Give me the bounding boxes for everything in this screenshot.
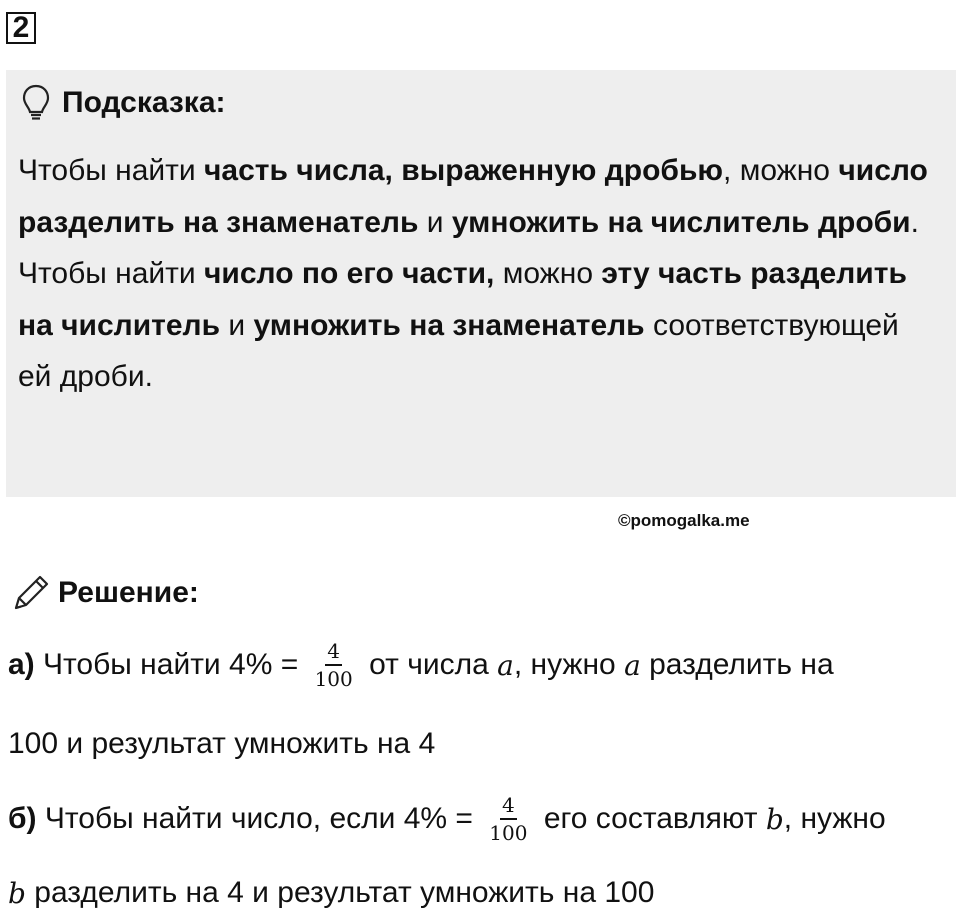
variable: a bbox=[624, 648, 641, 682]
copyright: ©pomogalka.me bbox=[618, 511, 750, 530]
text: Чтобы найти bbox=[18, 154, 205, 187]
text: и bbox=[220, 308, 254, 342]
text: соответствующей ей дроби. bbox=[18, 308, 899, 393]
hint-box bbox=[6, 70, 956, 497]
text: разделить на bbox=[640, 648, 834, 681]
bold-text: умножить на знаменатель bbox=[253, 308, 645, 342]
pencil-icon bbox=[10, 572, 52, 614]
fraction-denominator: 100 bbox=[489, 821, 528, 845]
text: от числа bbox=[360, 648, 498, 681]
bold-text: число разделить на знаменатель bbox=[18, 154, 928, 239]
hint-text bbox=[18, 145, 938, 403]
text: и bbox=[418, 205, 452, 239]
bold-text: число по его части, bbox=[204, 257, 495, 290]
text: можно bbox=[494, 257, 602, 290]
text: Чтобы найти 4% = bbox=[34, 648, 307, 681]
fraction bbox=[313, 640, 355, 690]
solution-header bbox=[10, 572, 199, 614]
text: , можно bbox=[723, 154, 839, 187]
fraction bbox=[487, 794, 529, 844]
fraction-denominator: 100 bbox=[314, 667, 353, 691]
lightbulb-icon bbox=[22, 84, 50, 122]
text: . bbox=[910, 205, 919, 239]
solution-b-line-1 bbox=[8, 794, 886, 844]
text: Чтобы найти bbox=[18, 257, 205, 290]
text: его составляют bbox=[535, 802, 766, 835]
bold-text: часть числа, выраженную дробью bbox=[204, 154, 724, 187]
item-label: а) bbox=[8, 648, 35, 681]
text: , нужно bbox=[513, 648, 625, 681]
text: , нужно bbox=[783, 802, 886, 835]
hint-paragraph-2 bbox=[18, 248, 938, 403]
solution-title: Решение: bbox=[58, 576, 199, 609]
fraction-numerator: 4 bbox=[325, 640, 342, 666]
text: Чтобы найти число, если 4% = bbox=[36, 802, 482, 835]
variable: b bbox=[8, 876, 26, 910]
hint-header bbox=[22, 84, 226, 122]
hint-paragraph-1 bbox=[18, 145, 938, 248]
solution-a-line-1 bbox=[8, 640, 834, 690]
text: разделить на 4 и результат умножить на 100 bbox=[25, 876, 655, 909]
fraction-numerator: 4 bbox=[500, 794, 517, 820]
solution-a-line-2 bbox=[8, 727, 435, 761]
variable: b bbox=[765, 802, 784, 836]
task-number: 2 bbox=[6, 12, 36, 44]
item-label: б) bbox=[8, 802, 37, 835]
solution-b-line-2 bbox=[8, 876, 654, 910]
bold-text: эту часть разделить на числитель bbox=[18, 257, 907, 342]
text: 100 и результат умножить на 4 bbox=[8, 727, 436, 760]
bold-text: умножить на числитель дроби bbox=[451, 205, 911, 239]
variable: a bbox=[497, 648, 514, 682]
hint-title: Подсказка: bbox=[62, 86, 226, 119]
